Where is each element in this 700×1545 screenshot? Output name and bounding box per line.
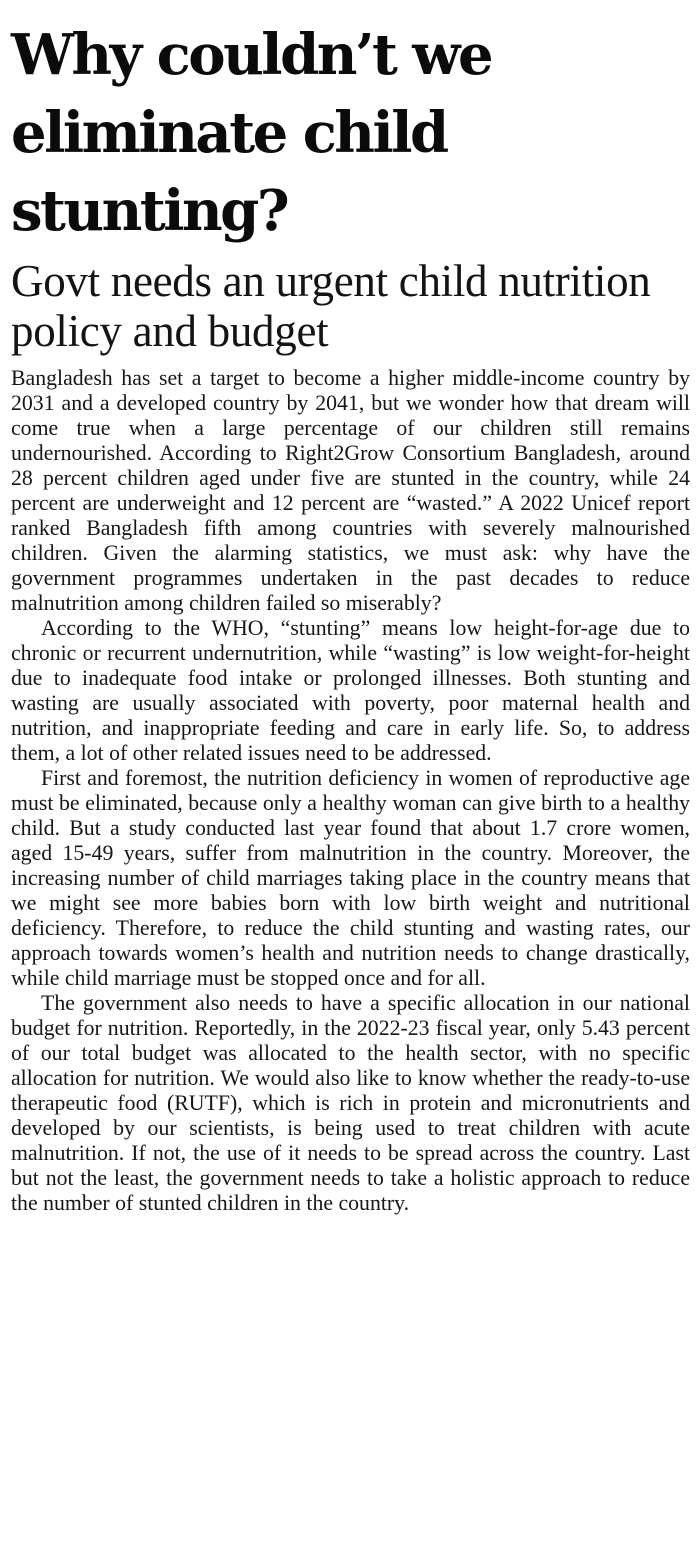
paragraph-3: First and foremost, the nutrition deficiency in women of reproductive age must be eliminated, because only a healthy woman can give birth to a healthy child. But a study conducted last year found that about 1.7 crore women, aged 15-49 years, suffer from malnutrition in the country. Moreover, the increasing number of child marriages taking place in the country means that we might see more babies born with low birth weight and nutritional deficiency. Therefore, to reduce the child stunting and wasting rates, our approach towards women’s health and nutrition needs to change drastically, while child marriage must be stopped once and for all.: [11, 766, 690, 990]
subheadline: Govt needs an urgent child nutrition policy and budget: [11, 256, 651, 356]
paragraph-2: According to the WHO, “stunting” means low height-for-age due to chronic or recurrent undernutrition, while “wasting” is low weight-for-height due to inadequate food intake or prolonged illnesses. Both stunting and wasting are usually associated with poverty, poor maternal health and nutrition, and inappropriate feeding and care in early life. So, to address them, a lot of other related issues need to be addressed.: [11, 616, 690, 765]
paragraph-1: Bangladesh has set a target to become a higher middle-income country by 2031 and a developed country by 2041, but we wonder how that dream will come true when a large percentage of our children still remains undernourished. According to Right2Grow Consortium Bangladesh, around 28 percent children aged under five are stunted in the country, while 24 percent are underweight and 12 percent are “wasted.” A 2022 Unicef report ranked Bangladesh fifth among countries with severely malnourished children. Given the alarming statistics, we must ask: why have the government programmes undertaken in the past decades to reduce malnutrition among children failed so miserably?: [11, 366, 690, 615]
headline: Why couldn’t we eliminate child stunting?: [11, 22, 492, 244]
editorial-article: [11, 16, 690, 1216]
paragraph-4: The government also needs to have a specific allocation in our national budget for nutrition. Reportedly, in the 2022-23 fiscal year, only 5.43 percent of our total budget was allocated to the health sector, with no specific allocation for nutrition. We would also like to know whether the ready-to-use therapeutic food (RUTF), which is rich in protein and micronutrients and developed by our scientists, is being used to treat children with acute malnutrition. If not, the use of it needs to be spread across the country. Last but not the least, the government needs to take a holistic approach to reduce the number of stunted children in the country.: [11, 991, 690, 1215]
article-body: [11, 366, 690, 1216]
